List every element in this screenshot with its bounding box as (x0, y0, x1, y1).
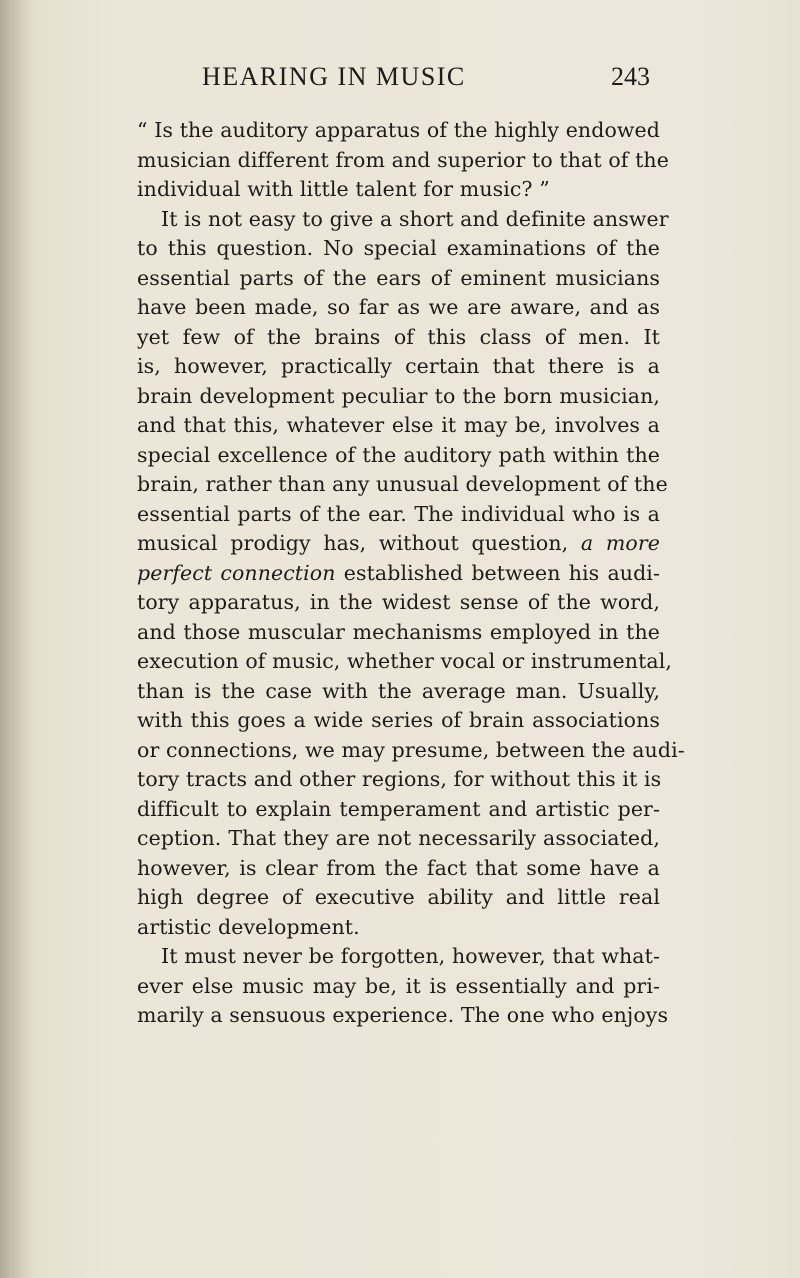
text-line: special excellence of the auditory path within the (137, 442, 660, 467)
text-line: brain, rather than any unusual development of the (137, 472, 668, 496)
italic-text: a more (580, 531, 660, 555)
text-line: artistic development. (137, 914, 360, 939)
text-line: It must never be forgotten, however, that what- (161, 944, 660, 968)
text-line: musician different from and superior to that of the (137, 147, 669, 172)
text-line: ception. That they are not necessarily associated, (137, 826, 660, 850)
text-line: to this question. No special examinations of the (137, 236, 660, 260)
text-line: essential parts of the ears of eminent musicians (137, 265, 660, 290)
text-line: individual with little talent for music? ” (137, 177, 550, 201)
body-text (137, 116, 685, 1031)
text-line: It is not easy to give a short and definite answer (161, 206, 669, 231)
text-line: marily a sensuous experience. The one who enjoys (137, 1003, 669, 1027)
italic-text: perfect connection (137, 560, 336, 585)
text-line: “ Is the auditory apparatus of the highly endowed (137, 118, 660, 142)
text-line (137, 529, 660, 559)
text-line: have been made, so far as we are aware, and as (137, 295, 660, 319)
text-segment: established between his audi- (343, 560, 660, 585)
text-line: brain development peculiar to the born musician, (137, 383, 660, 408)
text-line: tory tracts and other regions, for without this it is (137, 767, 662, 791)
text-line: tory apparatus, in the widest sense of the word, (137, 590, 660, 614)
text-line: high degree of executive ability and little real (137, 885, 660, 909)
text-line (137, 559, 660, 589)
text-line: with this goes a wide series of brain associations (137, 708, 660, 732)
text-line: and those muscular mechanisms employed in the (137, 619, 660, 644)
text-line: and that this, whatever else it may be, involves a (137, 413, 660, 437)
binding-shadow (0, 0, 30, 1278)
text-line: is, however, practically certain that there is a (137, 354, 660, 378)
page-number: 243 (611, 62, 650, 91)
text-line: ever else music may be, it is essentially and pri- (137, 973, 660, 998)
text-line: execution of music, whether vocal or instrumental, (137, 649, 672, 673)
text-segment: musical prodigy has, without question, (137, 531, 569, 555)
text-line: yet few of the brains of this class of men. It (137, 324, 660, 349)
text-line: difficult to explain temperament and artistic per- (137, 796, 660, 821)
running-head: HEARING IN MUSIC (202, 62, 466, 91)
page-header (202, 62, 650, 92)
text-line: however, is clear from the fact that some have a (137, 855, 660, 880)
text-line: essential parts of the ear. The individual who is a (137, 501, 660, 526)
text-line: or connections, we may presume, between the audi- (137, 737, 685, 762)
text-line: than is the case with the average man. Usually, (137, 678, 660, 703)
